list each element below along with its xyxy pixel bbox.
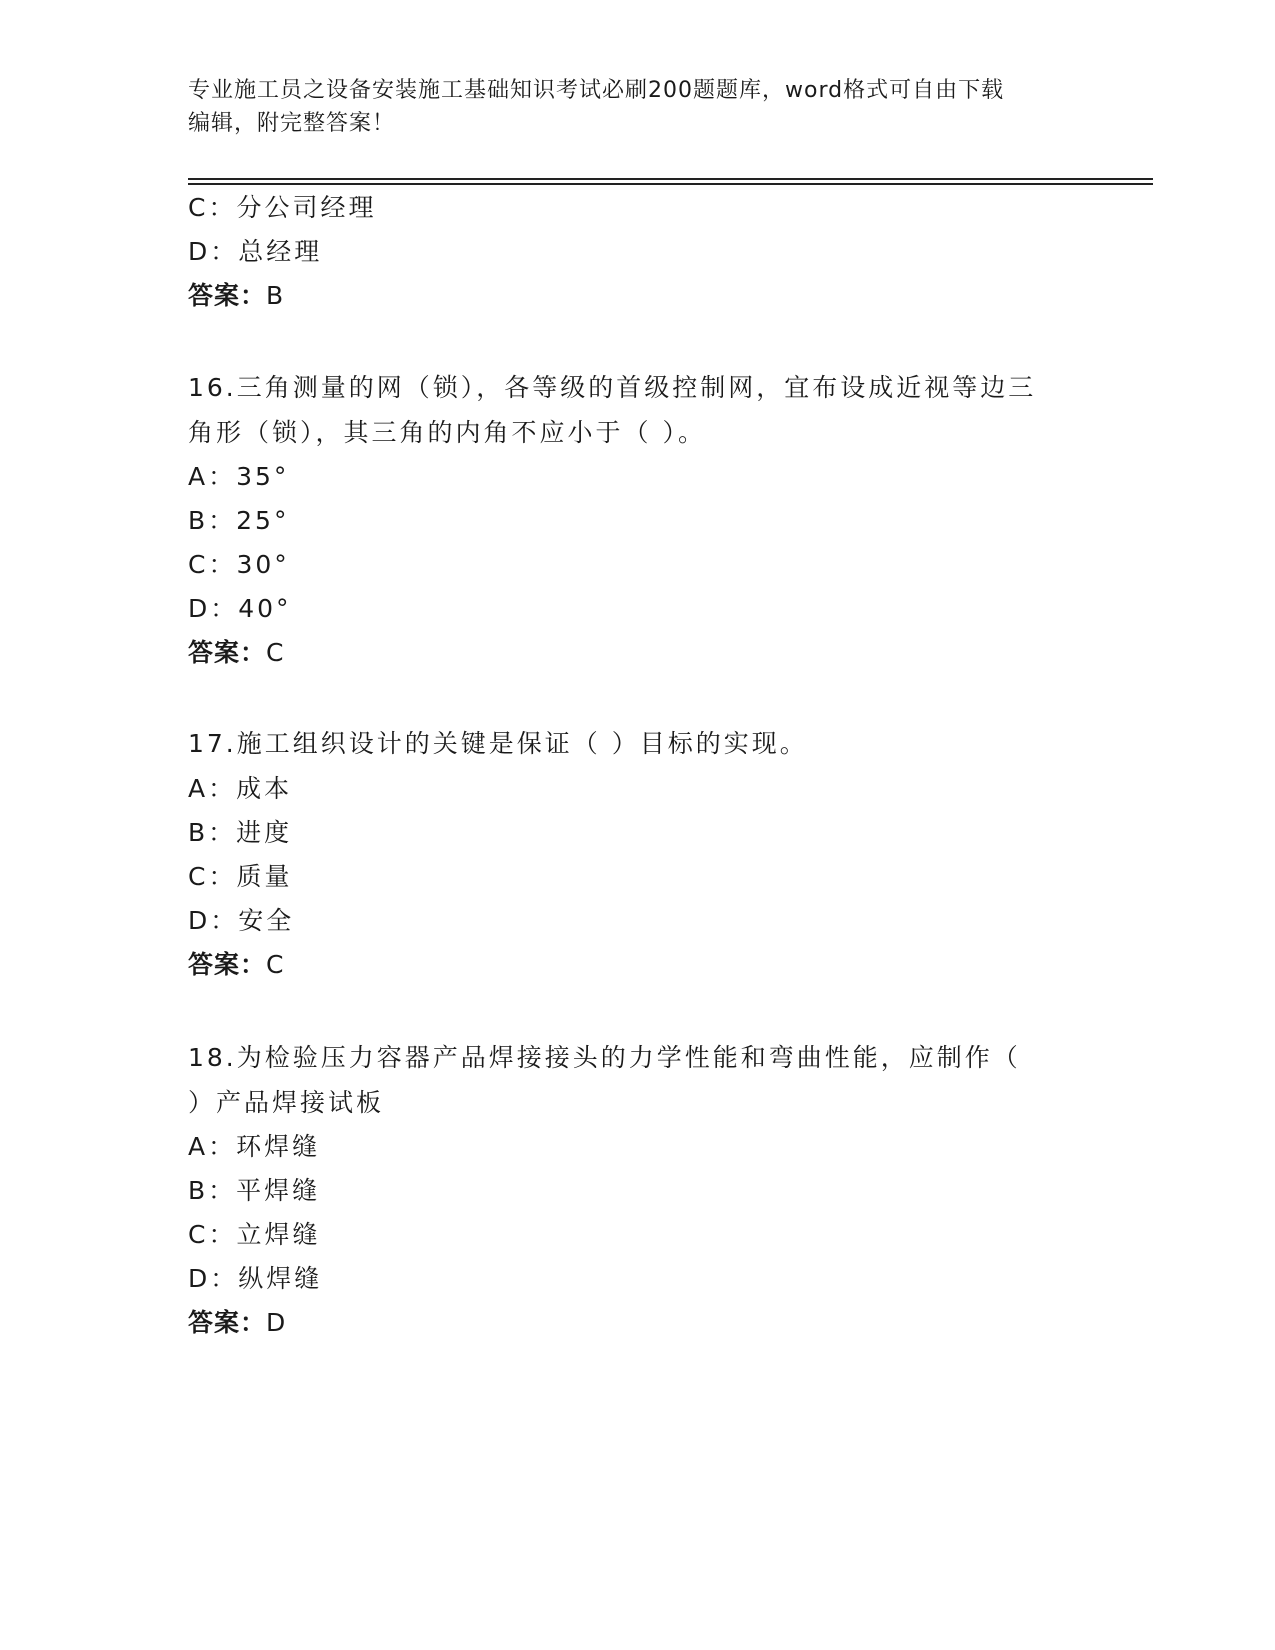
question-16-option-c: C：30° [188, 550, 290, 579]
answer-value: D [266, 1308, 287, 1337]
answer-label: 答案： [188, 1308, 267, 1337]
question-16-option-b: B：25° [188, 506, 290, 535]
question-16-option-a: A：35° [188, 462, 290, 491]
question-18-option-d: D：纵焊缝 [188, 1264, 323, 1293]
answer-value: C [266, 638, 285, 667]
question-18-answer [188, 1308, 286, 1338]
question-16-stem-line-2: 角形（锁），其三角的内角不应小于（ ）。 [188, 418, 706, 447]
question-17-option-d: D：安全 [188, 906, 295, 935]
question-18-stem-line-1: 18.为检验压力容器产品焊接接头的力学性能和弯曲性能，应制作（ [188, 1043, 1021, 1072]
answer-label: 答案： [188, 281, 267, 310]
question-17-answer [188, 950, 284, 980]
answer-value: B [266, 281, 285, 310]
header-divider-bottom [188, 183, 1153, 185]
question-18-option-c: C：立焊缝 [188, 1220, 321, 1249]
header-line-1: 专业施工员之设备安装施工基础知识考试必刷200题题库，word格式可自由下载 [188, 78, 1005, 103]
answer-label: 答案： [188, 950, 267, 979]
answer-value: C [266, 950, 285, 979]
option-c: C：分公司经理 [188, 193, 377, 222]
question-17-option-b: B：进度 [188, 818, 293, 847]
question-18-stem-line-2: ）产品焊接试板 [188, 1088, 385, 1117]
answer-label: 答案： [188, 638, 267, 667]
question-17-stem-line-1: 17.施工组织设计的关键是保证（ ）目标的实现。 [188, 729, 808, 758]
option-d: D：总经理 [188, 237, 323, 266]
question-17-option-a: A：成本 [188, 774, 293, 803]
question-18-option-a: A：环焊缝 [188, 1132, 321, 1161]
question-16-option-d: D：40° [188, 594, 292, 623]
header-divider-top [188, 178, 1153, 180]
question-16-answer [188, 638, 284, 668]
document-header [188, 74, 1088, 140]
question-18-option-b: B：平焊缝 [188, 1176, 321, 1205]
answer-line [188, 281, 284, 311]
question-16-stem-line-1: 16.三角测量的网（锁），各等级的首级控制网，宜布设成近视等边三 [188, 373, 1037, 402]
question-17-option-c: C：质量 [188, 862, 293, 891]
header-line-2: 编辑，附完整答案！ [188, 111, 396, 136]
